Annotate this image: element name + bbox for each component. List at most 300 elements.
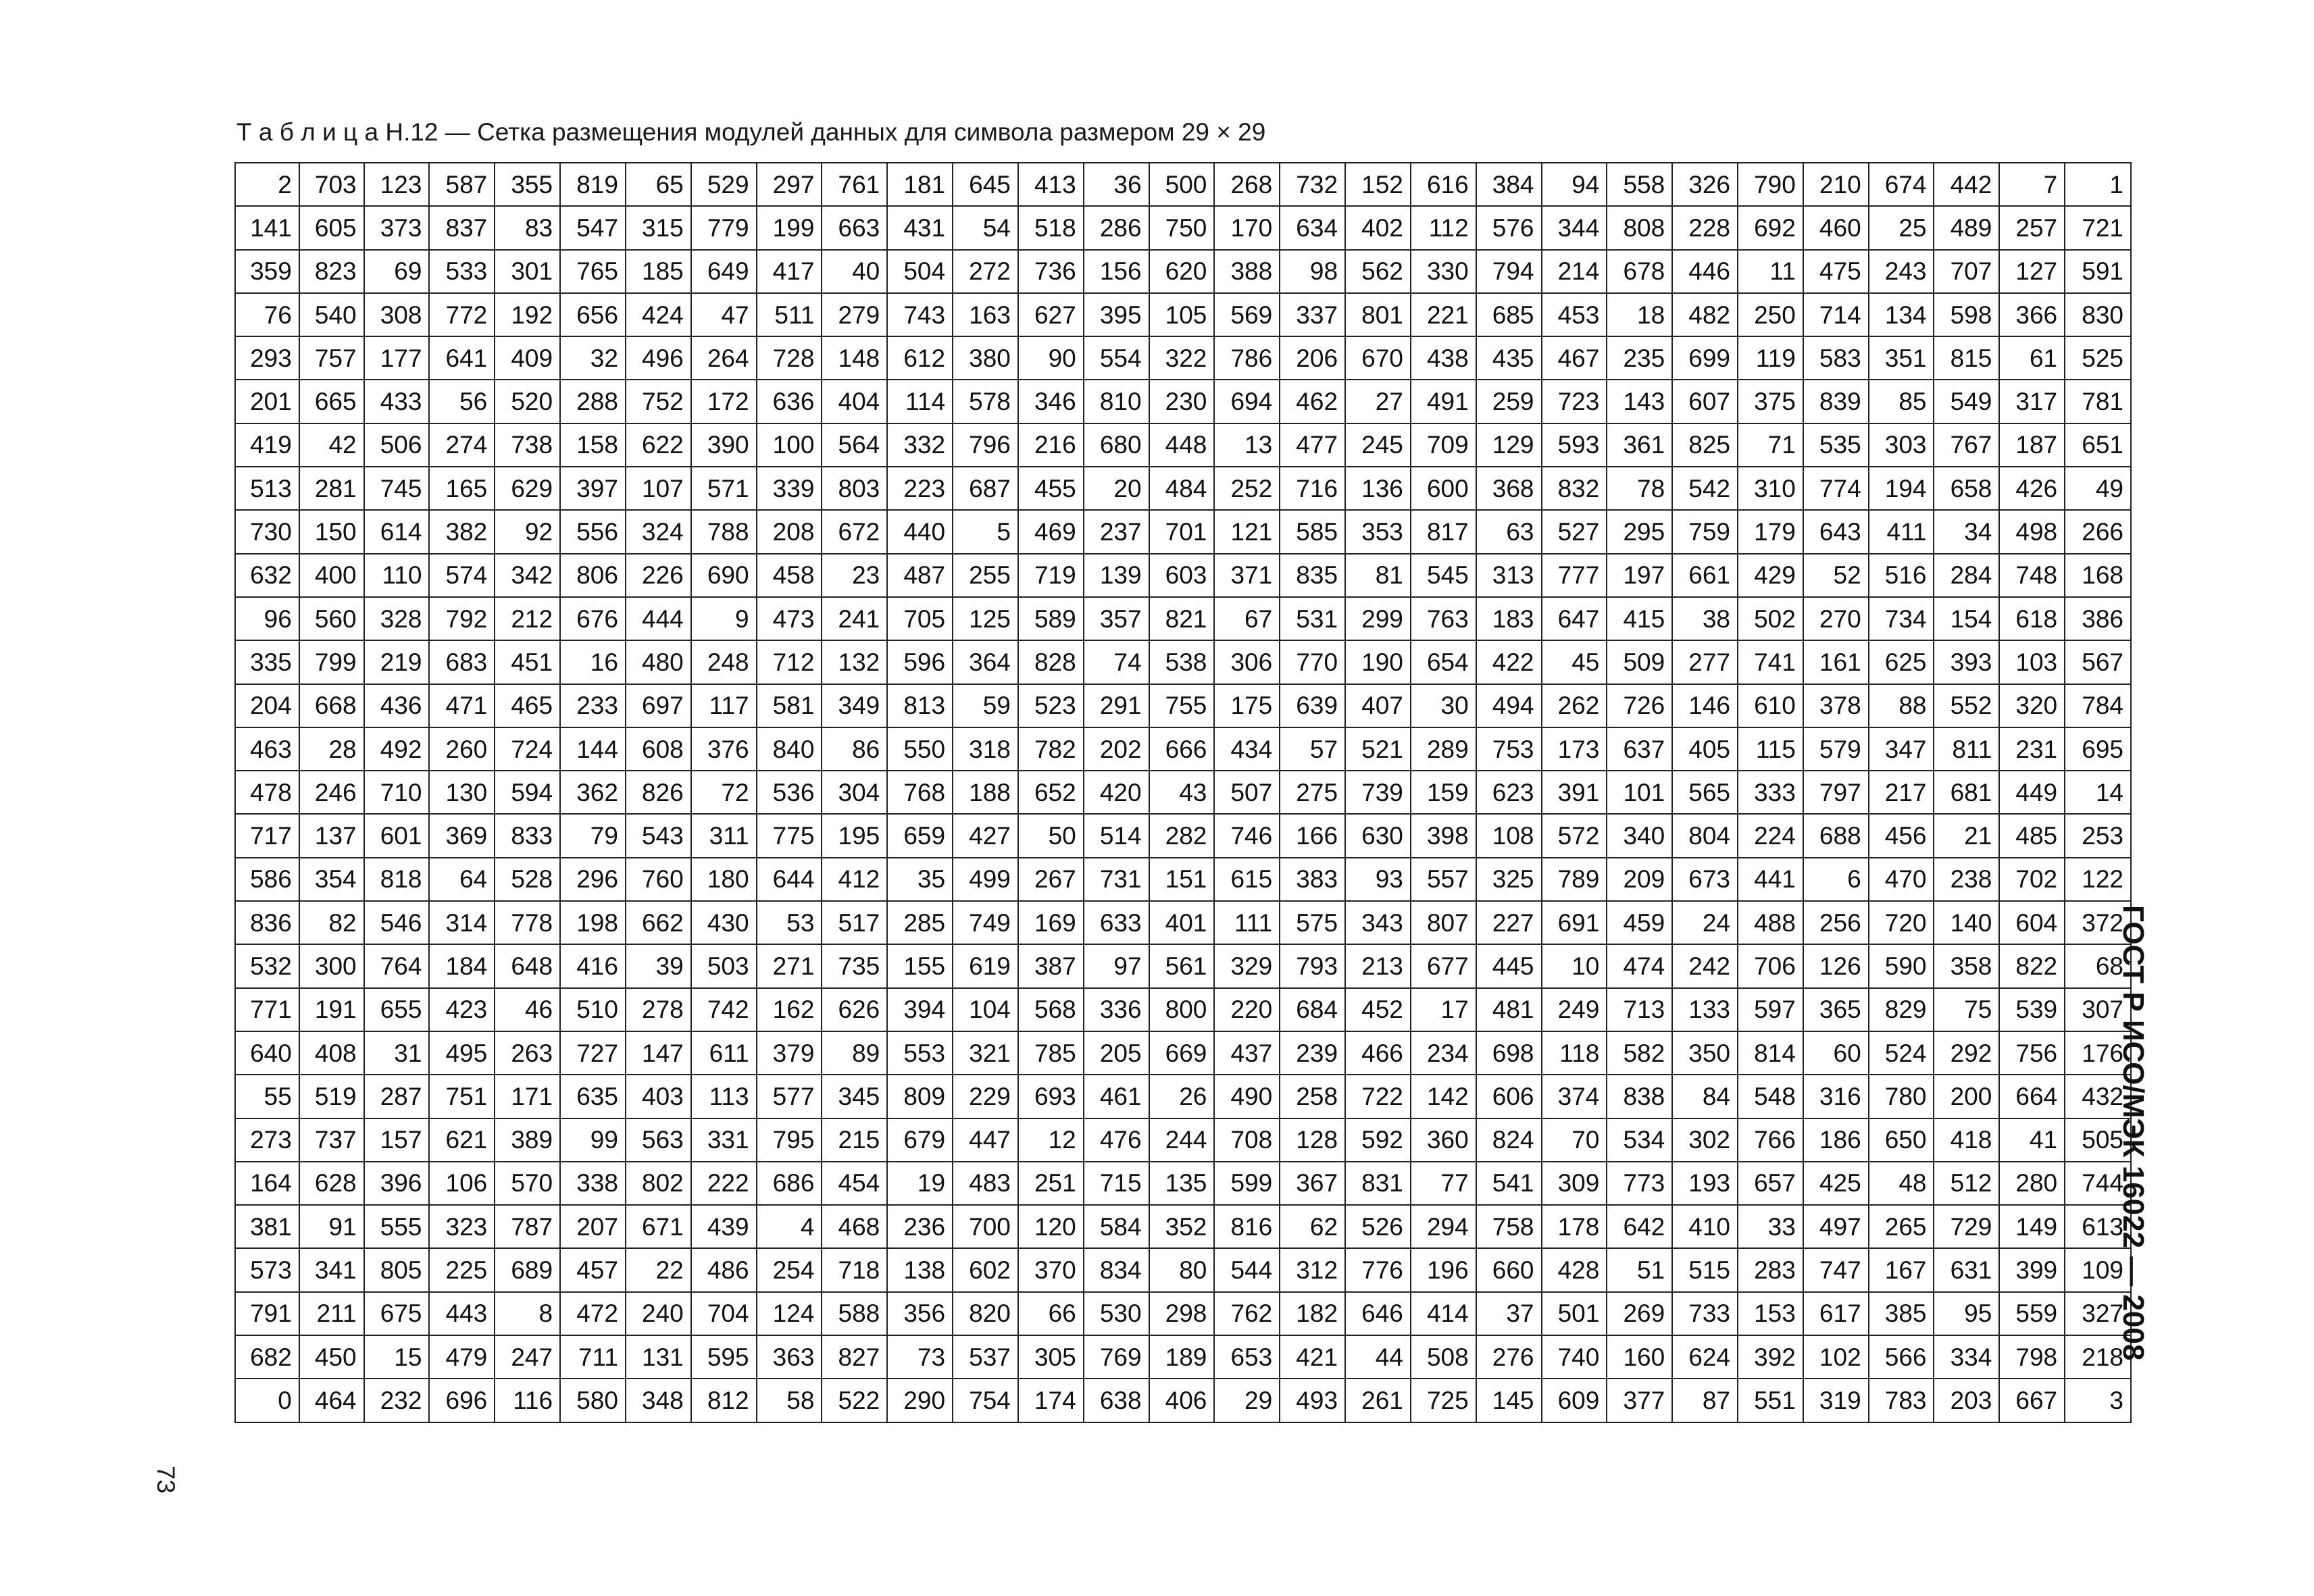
table-cell: 126 xyxy=(1803,944,1869,987)
table-cell: 526 xyxy=(1345,1205,1411,1248)
table-cell: 131 xyxy=(626,1335,691,1379)
table-cell: 76 xyxy=(235,293,299,336)
table-cell: 758 xyxy=(1476,1205,1542,1248)
table-cell: 68 xyxy=(2065,944,2131,987)
table-cell: 644 xyxy=(757,858,822,901)
table-cell: 796 xyxy=(953,423,1018,467)
table-cell: 521 xyxy=(1345,727,1411,771)
table-cell: 754 xyxy=(953,1379,1018,1422)
table-cell: 119 xyxy=(1738,336,1803,380)
table-cell: 41 xyxy=(1999,1118,2065,1162)
table-cell: 221 xyxy=(1411,293,1476,336)
table-cell: 707 xyxy=(1934,250,1999,293)
table-cell: 534 xyxy=(1607,1118,1672,1162)
table-cell: 117 xyxy=(691,684,757,727)
table-cell: 598 xyxy=(1934,293,1999,336)
table-cell: 657 xyxy=(1738,1162,1803,1205)
table-cell: 772 xyxy=(429,293,495,336)
table-cell: 454 xyxy=(822,1162,887,1205)
table-cell: 630 xyxy=(1345,814,1411,857)
table-cell: 609 xyxy=(1542,1379,1607,1422)
table-cell: 149 xyxy=(1999,1205,2065,1248)
table-cell: 764 xyxy=(364,944,430,987)
table-cell: 775 xyxy=(757,814,822,857)
table-cell: 788 xyxy=(691,510,757,553)
table-cell: 473 xyxy=(757,597,822,640)
table-cell: 348 xyxy=(626,1379,691,1422)
table-cell: 833 xyxy=(495,814,560,857)
table-cell: 735 xyxy=(822,944,887,987)
table-cell: 452 xyxy=(1345,988,1411,1031)
table-cell: 196 xyxy=(1411,1248,1476,1291)
table-row xyxy=(235,293,2131,336)
table-cell: 513 xyxy=(235,467,299,510)
table-cell: 771 xyxy=(235,988,299,1031)
table-cell: 285 xyxy=(887,901,953,944)
table-cell: 695 xyxy=(2065,727,2131,771)
table-cell: 65 xyxy=(626,163,691,206)
table-cell: 357 xyxy=(1084,597,1149,640)
table-cell: 733 xyxy=(1672,1292,1738,1335)
table-cell: 493 xyxy=(1280,1379,1345,1422)
table-cell: 742 xyxy=(691,988,757,1031)
table-cell: 622 xyxy=(626,423,691,467)
table-cell: 162 xyxy=(757,988,822,1031)
table-cell: 666 xyxy=(1149,727,1215,771)
table-cell: 346 xyxy=(1018,380,1084,423)
table-cell: 471 xyxy=(429,684,495,727)
table-cell: 136 xyxy=(1345,467,1411,510)
table-cell: 336 xyxy=(1084,988,1149,1031)
table-cell: 676 xyxy=(560,597,626,640)
table-cell: 181 xyxy=(887,163,953,206)
table-cell: 633 xyxy=(1084,901,1149,944)
table-row xyxy=(235,554,2131,597)
table-cell: 746 xyxy=(1214,814,1280,857)
table-cell: 134 xyxy=(1869,293,1934,336)
table-row xyxy=(235,814,2131,857)
table-cell: 606 xyxy=(1476,1075,1542,1118)
table-cell: 166 xyxy=(1280,814,1345,857)
table-cell: 596 xyxy=(887,640,953,684)
table-cell: 340 xyxy=(1607,814,1672,857)
table-cell: 779 xyxy=(691,206,757,249)
table-cell: 367 xyxy=(1280,1162,1345,1205)
table-cell: 184 xyxy=(429,944,495,987)
table-cell: 213 xyxy=(1345,944,1411,987)
table-cell: 34 xyxy=(1934,510,1999,553)
table-cell: 192 xyxy=(495,293,560,336)
table-cell: 91 xyxy=(299,1205,364,1248)
table-cell: 39 xyxy=(626,944,691,987)
table-cell: 104 xyxy=(953,988,1018,1031)
table-cell: 595 xyxy=(691,1335,757,1379)
table-cell: 183 xyxy=(1476,597,1542,640)
table-cell: 467 xyxy=(1542,336,1607,380)
table-cell: 777 xyxy=(1542,554,1607,597)
table-cell: 314 xyxy=(429,901,495,944)
table-cell: 296 xyxy=(560,858,626,901)
table-cell: 5 xyxy=(953,510,1018,553)
table-cell: 127 xyxy=(1999,250,2065,293)
table-cell: 831 xyxy=(1345,1162,1411,1205)
table-cell: 533 xyxy=(429,250,495,293)
table-cell: 323 xyxy=(429,1205,495,1248)
table-cell: 656 xyxy=(560,293,626,336)
table-cell: 194 xyxy=(1869,467,1934,510)
table-cell: 373 xyxy=(364,206,430,249)
table-cell: 701 xyxy=(1149,510,1215,553)
table-cell: 123 xyxy=(364,163,430,206)
table-cell: 247 xyxy=(495,1335,560,1379)
table-cell: 254 xyxy=(757,1248,822,1291)
table-cell: 378 xyxy=(1803,684,1869,727)
table-cell: 235 xyxy=(1607,336,1672,380)
table-cell: 355 xyxy=(495,163,560,206)
table-cell: 60 xyxy=(1803,1031,1869,1075)
table-cell: 797 xyxy=(1803,771,1869,814)
table-cell: 13 xyxy=(1214,423,1280,467)
table-cell: 650 xyxy=(1869,1118,1934,1162)
table-cell: 55 xyxy=(235,1075,299,1118)
table-cell: 152 xyxy=(1345,163,1411,206)
table-cell: 703 xyxy=(299,163,364,206)
table-cell: 812 xyxy=(691,1379,757,1422)
table-row xyxy=(235,163,2131,206)
table-cell: 766 xyxy=(1738,1118,1803,1162)
table-cell: 245 xyxy=(1345,423,1411,467)
table-cell: 632 xyxy=(235,554,299,597)
table-cell: 147 xyxy=(626,1031,691,1075)
table-cell: 757 xyxy=(299,336,364,380)
table-cell: 234 xyxy=(1411,1031,1476,1075)
table-cell: 760 xyxy=(626,858,691,901)
table-cell: 729 xyxy=(1934,1205,1999,1248)
table-row xyxy=(235,1031,2131,1075)
table-cell: 637 xyxy=(1607,727,1672,771)
table-cell: 524 xyxy=(1869,1031,1934,1075)
table-cell: 143 xyxy=(1607,380,1672,423)
table-cell: 484 xyxy=(1149,467,1215,510)
table-cell: 443 xyxy=(429,1292,495,1335)
table-cell: 271 xyxy=(757,944,822,987)
table-cell: 366 xyxy=(1999,293,2065,336)
table-cell: 193 xyxy=(1672,1162,1738,1205)
table-cell: 619 xyxy=(953,944,1018,987)
table-cell: 800 xyxy=(1149,988,1215,1031)
table-cell: 438 xyxy=(1411,336,1476,380)
table-cell: 135 xyxy=(1149,1162,1215,1205)
table-cell: 437 xyxy=(1214,1031,1280,1075)
table-cell: 585 xyxy=(1280,510,1345,553)
table-cell: 78 xyxy=(1607,467,1672,510)
table-cell: 675 xyxy=(364,1292,430,1335)
table-cell: 565 xyxy=(1672,771,1738,814)
table-cell: 168 xyxy=(2065,554,2131,597)
table-cell: 99 xyxy=(560,1118,626,1162)
table-cell: 54 xyxy=(953,206,1018,249)
table-cell: 362 xyxy=(560,771,626,814)
table-cell: 116 xyxy=(495,1379,560,1422)
table-row xyxy=(235,901,2131,944)
table-cell: 584 xyxy=(1084,1205,1149,1248)
table-cell: 368 xyxy=(1476,467,1542,510)
table-cell: 360 xyxy=(1411,1118,1476,1162)
table-cell: 239 xyxy=(1280,1031,1345,1075)
table-cell: 828 xyxy=(1018,640,1084,684)
table-cell: 721 xyxy=(2065,206,2131,249)
table-cell: 508 xyxy=(1411,1335,1476,1379)
table-cell: 281 xyxy=(299,467,364,510)
table-cell: 436 xyxy=(364,684,430,727)
table-cell: 413 xyxy=(1018,163,1084,206)
table-cell: 231 xyxy=(1999,727,2065,771)
table-cell: 765 xyxy=(560,250,626,293)
table-cell: 43 xyxy=(1149,771,1215,814)
table-cell: 580 xyxy=(560,1379,626,1422)
table-cell: 761 xyxy=(822,163,887,206)
table-cell: 204 xyxy=(235,684,299,727)
table-cell: 347 xyxy=(1869,727,1934,771)
table-cell: 694 xyxy=(1214,380,1280,423)
table-cell: 363 xyxy=(757,1335,822,1379)
table-cell: 774 xyxy=(1803,467,1869,510)
table-cell: 115 xyxy=(1738,727,1803,771)
table-cell: 272 xyxy=(953,250,1018,293)
table-cell: 546 xyxy=(364,901,430,944)
table-row xyxy=(235,771,2131,814)
table-cell: 778 xyxy=(495,901,560,944)
table-cell: 364 xyxy=(953,640,1018,684)
table-cell: 634 xyxy=(1280,206,1345,249)
table-cell: 705 xyxy=(887,597,953,640)
table-cell: 512 xyxy=(1934,1162,1999,1205)
table-cell: 289 xyxy=(1411,727,1476,771)
table-cell: 665 xyxy=(299,380,364,423)
table-cell: 16 xyxy=(560,640,626,684)
table-cell: 240 xyxy=(626,1292,691,1335)
table-cell: 813 xyxy=(887,684,953,727)
table-cell: 494 xyxy=(1476,684,1542,727)
table-cell: 640 xyxy=(235,1031,299,1075)
table-cell: 175 xyxy=(1214,684,1280,727)
table-cell: 555 xyxy=(364,1205,430,1248)
table-cell: 109 xyxy=(2065,1248,2131,1291)
table-cell: 786 xyxy=(1214,336,1280,380)
table-cell: 568 xyxy=(1018,988,1084,1031)
table-cell: 688 xyxy=(1803,814,1869,857)
table-cell: 250 xyxy=(1738,293,1803,336)
table-cell: 499 xyxy=(953,858,1018,901)
table-cell: 42 xyxy=(299,423,364,467)
table-cell: 52 xyxy=(1803,554,1869,597)
table-cell: 330 xyxy=(1411,250,1476,293)
table-cell: 51 xyxy=(1607,1248,1672,1291)
table-cell: 304 xyxy=(822,771,887,814)
table-cell: 401 xyxy=(1149,901,1215,944)
table-caption: Т а б л и ц а Н.12 — Сетка размещения модулей данных для символа размером 29 × 29 xyxy=(236,118,1266,146)
table-cell: 403 xyxy=(626,1075,691,1118)
table-cell: 629 xyxy=(495,467,560,510)
table-cell: 376 xyxy=(691,727,757,771)
table-cell: 770 xyxy=(1280,640,1345,684)
table-cell: 153 xyxy=(1738,1292,1803,1335)
table-cell: 579 xyxy=(1803,727,1869,771)
table-cell: 284 xyxy=(1934,554,1999,597)
table-cell: 445 xyxy=(1476,944,1542,987)
table-cell: 138 xyxy=(887,1248,953,1291)
table-cell: 112 xyxy=(1411,206,1476,249)
table-cell: 89 xyxy=(822,1031,887,1075)
table-cell: 653 xyxy=(1214,1335,1280,1379)
table-cell: 80 xyxy=(1149,1248,1215,1291)
table-cell: 48 xyxy=(1869,1162,1934,1205)
table-cell: 327 xyxy=(2065,1292,2131,1335)
table-cell: 814 xyxy=(1738,1031,1803,1075)
table-cell: 552 xyxy=(1934,684,1999,727)
table-cell: 427 xyxy=(953,814,1018,857)
table-cell: 73 xyxy=(887,1335,953,1379)
table-cell: 495 xyxy=(429,1031,495,1075)
table-cell: 639 xyxy=(1280,684,1345,727)
table-cell: 170 xyxy=(1214,206,1280,249)
table-cell: 442 xyxy=(1934,163,1999,206)
table-cell: 762 xyxy=(1214,1292,1280,1335)
table-cell: 536 xyxy=(757,771,822,814)
table-cell: 228 xyxy=(1672,206,1738,249)
table-cell: 125 xyxy=(953,597,1018,640)
table-cell: 520 xyxy=(495,380,560,423)
table-cell: 308 xyxy=(364,293,430,336)
table-cell: 146 xyxy=(1672,684,1738,727)
table-cell: 132 xyxy=(822,640,887,684)
table-cell: 612 xyxy=(887,336,953,380)
table-cell: 322 xyxy=(1149,336,1215,380)
table-cell: 799 xyxy=(299,640,364,684)
table-cell: 670 xyxy=(1345,336,1411,380)
table-cell: 671 xyxy=(626,1205,691,1248)
table-cell: 18 xyxy=(1607,293,1672,336)
table-cell: 1 xyxy=(2065,163,2131,206)
table-cell: 341 xyxy=(299,1248,364,1291)
table-cell: 578 xyxy=(953,380,1018,423)
table-cell: 607 xyxy=(1672,380,1738,423)
table-cell: 602 xyxy=(953,1248,1018,1291)
table-cell: 478 xyxy=(235,771,299,814)
table-cell: 631 xyxy=(1934,1248,1999,1291)
table-cell: 458 xyxy=(757,554,822,597)
table-cell: 719 xyxy=(1018,554,1084,597)
table-cell: 335 xyxy=(235,640,299,684)
table-cell: 75 xyxy=(1934,988,1999,1031)
table-cell: 392 xyxy=(1738,1335,1803,1379)
table-cell: 626 xyxy=(822,988,887,1031)
table-cell: 399 xyxy=(1999,1248,2065,1291)
table-cell: 293 xyxy=(235,336,299,380)
table-cell: 397 xyxy=(560,467,626,510)
table-cell: 326 xyxy=(1672,163,1738,206)
table-cell: 388 xyxy=(1214,250,1280,293)
table-cell: 518 xyxy=(1018,206,1084,249)
table-cell: 61 xyxy=(1999,336,2065,380)
table-cell: 237 xyxy=(1084,510,1149,553)
table-cell: 647 xyxy=(1542,597,1607,640)
table-cell: 156 xyxy=(1084,250,1149,293)
table-cell: 784 xyxy=(2065,684,2131,727)
table-cell: 155 xyxy=(887,944,953,987)
table-cell: 529 xyxy=(691,163,757,206)
table-cell: 535 xyxy=(1803,423,1869,467)
table-cell: 253 xyxy=(2065,814,2131,857)
table-cell: 350 xyxy=(1672,1031,1738,1075)
table-cell: 756 xyxy=(1999,1031,2065,1075)
table-cell: 265 xyxy=(1869,1205,1934,1248)
table-cell: 593 xyxy=(1542,423,1607,467)
table-cell: 776 xyxy=(1345,1248,1411,1291)
table-cell: 781 xyxy=(2065,380,2131,423)
table-cell: 49 xyxy=(2065,467,2131,510)
table-cell: 11 xyxy=(1738,250,1803,293)
table-cell: 118 xyxy=(1542,1031,1607,1075)
table-cell: 209 xyxy=(1607,858,1672,901)
table-cell: 262 xyxy=(1542,684,1607,727)
table-cell: 751 xyxy=(429,1075,495,1118)
table-cell: 646 xyxy=(1345,1292,1411,1335)
table-cell: 169 xyxy=(1018,901,1084,944)
table-cell: 258 xyxy=(1280,1075,1345,1118)
table-cell: 642 xyxy=(1607,1205,1672,1248)
table-cell: 305 xyxy=(1018,1335,1084,1379)
table-cell: 433 xyxy=(364,380,430,423)
table-cell: 129 xyxy=(1476,423,1542,467)
table-cell: 610 xyxy=(1738,684,1803,727)
table-cell: 780 xyxy=(1869,1075,1934,1118)
table-row xyxy=(235,727,2131,771)
table-cell: 96 xyxy=(235,597,299,640)
table-cell: 643 xyxy=(1803,510,1869,553)
table-cell: 178 xyxy=(1542,1205,1607,1248)
table-cell: 492 xyxy=(364,727,430,771)
table-cell: 24 xyxy=(1672,901,1738,944)
table-cell: 195 xyxy=(822,814,887,857)
table-cell: 416 xyxy=(560,944,626,987)
table-cell: 687 xyxy=(953,467,1018,510)
table-cell: 398 xyxy=(1411,814,1476,857)
table-cell: 20 xyxy=(1084,467,1149,510)
table-cell: 4 xyxy=(757,1205,822,1248)
data-module-placement-table xyxy=(234,162,2132,1423)
table-cell: 64 xyxy=(429,858,495,901)
table-cell: 383 xyxy=(1280,858,1345,901)
table-cell: 581 xyxy=(757,684,822,727)
table-cell: 83 xyxy=(495,206,560,249)
table-cell: 659 xyxy=(887,814,953,857)
table-cell: 290 xyxy=(887,1379,953,1422)
table-cell: 679 xyxy=(887,1118,953,1162)
table-cell: 199 xyxy=(757,206,822,249)
table-cell: 532 xyxy=(235,944,299,987)
table-cell: 121 xyxy=(1214,510,1280,553)
table-cell: 63 xyxy=(1476,510,1542,553)
table-cell: 69 xyxy=(364,250,430,293)
table-cell: 386 xyxy=(2065,597,2131,640)
table-cell: 432 xyxy=(2065,1075,2131,1118)
table-cell: 313 xyxy=(1476,554,1542,597)
table-cell: 717 xyxy=(235,814,299,857)
table-cell: 574 xyxy=(429,554,495,597)
table-cell: 412 xyxy=(822,858,887,901)
table-cell: 230 xyxy=(1149,380,1215,423)
